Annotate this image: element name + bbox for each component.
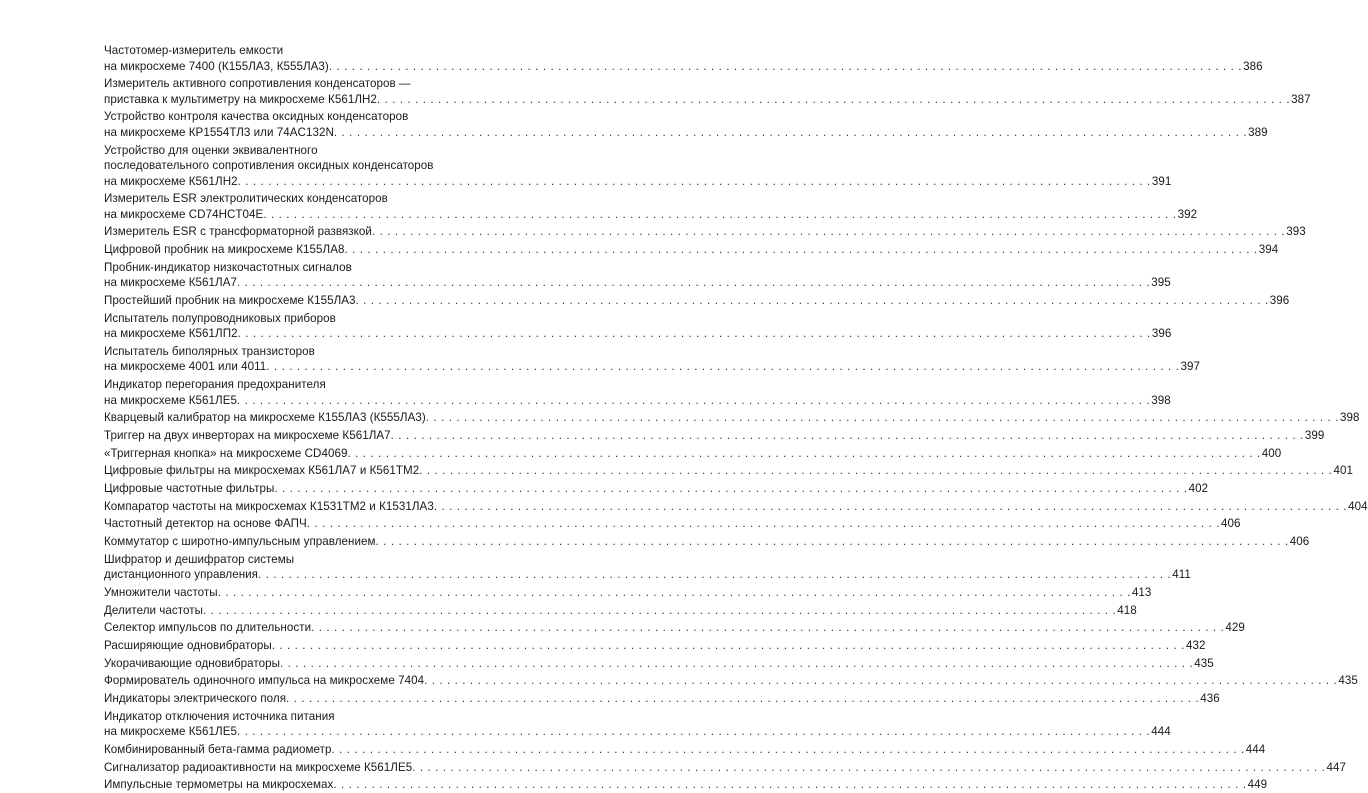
toc-entry (104, 109, 1268, 140)
toc-entry-last-line (104, 463, 1353, 479)
toc-entry-title-line: Цифровые фильтры на микросхемах К561ЛА7 и К561ТМ2 (104, 464, 420, 478)
toc-entry-last-line (104, 585, 1152, 601)
toc-entry-title-line: Селектор импульсов по длительности (104, 621, 312, 635)
toc-page-number: 429 (1225, 621, 1245, 635)
toc-page-number: 397 (1180, 360, 1201, 374)
toc-entry-last-line (104, 603, 1137, 619)
toc-entry-last-line (104, 275, 1171, 291)
toc-leader-dots: . . . . . . . . . . . . . . . . . . . . . . . . . . . . . . . . . . . . . . . . . . . . . . . . . . . . . . . . . . . . . . . . . . . . . . . . . . . . . . . . . . . . . . . . . . . . . . . . . . . . . . . . . . . . . . . . . . . . . . . . (425, 411, 1340, 425)
toc-page-number: 444 (1245, 742, 1266, 756)
toc-entry-title-line: Делители частоты (104, 603, 203, 617)
toc-entry-title-line: «Триггерная кнопка» на микросхеме CD4069 (104, 446, 348, 460)
toc-entry-title-line: Индикатор перегорания предохранителя (104, 378, 326, 392)
toc-entry-title-line: Формирователь одиночного импульса на микросхеме 7404 (104, 674, 425, 688)
toc-entry-last-line (104, 92, 1311, 108)
toc-entry-last-line (104, 777, 1268, 793)
toc-page-number: 444 (1151, 725, 1171, 739)
toc-entry-title-line: на микросхеме К561ЛЕ5 (104, 725, 237, 739)
toc-entry-last-line (104, 656, 1214, 672)
toc-entry (104, 43, 1263, 74)
toc-entry (104, 311, 1172, 342)
toc-entry-title-line: Индикаторы электрического поля (104, 692, 287, 706)
toc-entry (104, 191, 1198, 222)
toc-page-number: 396 (1269, 294, 1290, 307)
toc-entry-title-line: Цифровые частотные фильтры (104, 482, 275, 495)
toc-page-number: 404 (1348, 499, 1368, 513)
toc-entry (104, 293, 1290, 309)
toc-entry-last-line (104, 428, 1325, 444)
toc-entry (104, 143, 1172, 190)
toc-entry-title-line: Шифратор и дешифратор системы (104, 552, 295, 566)
toc-leader-dots: . . . . . . . . . . . . . . . . . . . . . . . . . . . . . . . . . . . . . . . . . . . . . . . . . . . . . . . . . . . . . . . . . . . . . . . . . . . . . . . . . . . . . . . . . . . . . . . . . . . . . . . . . . . . . . . . . . . . . . . . (237, 174, 1151, 188)
toc-entry-title-line: дистанционного управления (104, 568, 259, 582)
toc-entry (104, 377, 1171, 408)
toc-entry-title-line: Компаратор частоты на микросхемах К1531ТМ2 и К1531ЛА3 (104, 499, 434, 513)
toc-entry-last-line (104, 393, 1171, 409)
toc-entry-last-line (104, 242, 1279, 258)
toc-entry-last-line (104, 620, 1245, 636)
toc-leader-dots: . . . . . . . . . . . . . . . . . . . . . . . . . . . . . . . . . . . . . . . . . . . . . . . . . . . . . . . . . . . . . . . . . . . . . . . . . . . . . . . . . . . . . . . . . . . . . . . . . . . . . . . . . . . . . . . . . . . . . . . . (328, 59, 1243, 73)
toc-entry-last-line (104, 742, 1266, 758)
toc-leader-dots: . . . . . . . . . . . . . . . . . . . . . . . . . . . . . . . . . . . . . . . . . . . . . . . . . . . . . . . . . . . . . . . . . . . . . . . . . . . . . . . . . . . . . . . . . . . . . . . . . . . . . . . . . . . . . . . . . . . . . . . . (371, 225, 1286, 239)
toc-page-number: 418 (1117, 603, 1137, 617)
toc-page-number: 387 (1291, 92, 1311, 106)
toc-entry (104, 428, 1325, 444)
toc-page-number: 398 (1340, 411, 1360, 425)
toc-leader-dots: . . . . . . . . . . . . . . . . . . . . . . . . . . . . . . . . . . . . . . . . . . . . . . . . . . . . . . . . . . . . . . . . . . . . . . . . . . . . . . . . . . . . . . . . . . . . . . . . . . . . . . . . . . . . . . . . . . . . . . . . (266, 360, 1180, 374)
toc-entry (104, 603, 1137, 619)
toc-entry-title-line: на микросхеме К561ЛА7 (104, 276, 237, 290)
toc-leader-dots: . . . . . . . . . . . . . . . . . . . . . . . . . . . . . . . . . . . . . . . . . . . . . . . . . . . . . . . . . . . . . . . . . . . . . . . . . . . . . . . . . . . . . . . . . . . . . . . . . . . . . . . . . . . . . . . . . . . . . . . . (258, 568, 1172, 582)
toc-entry-title-line: Коммутатор с широтно-импульсным управлением (104, 535, 376, 549)
toc-entry-title-line: Частотный детектор на основе ФАПЧ (104, 517, 307, 531)
toc-entry-title-line: Сигнализатор радиоактивности на микросхеме К561ЛЕ5 (104, 760, 413, 774)
toc-entry-last-line (104, 359, 1201, 375)
toc-page-number: 398 (1151, 393, 1171, 407)
toc-leader-dots: . . . . . . . . . . . . . . . . . . . . . . . . . . . . . . . . . . . . . . . . . . . . . . . . . . . . . . . . . . . . . . . . . . . . . . . . . . . . . . . . . . . . . . . . . . . . . . . . . . . . . . . . . . . . . . . . . . . . . . . . (236, 725, 1151, 739)
toc-page-number: 394 (1258, 243, 1279, 257)
toc-page-number: 436 (1200, 692, 1220, 706)
toc-page-number: 406 (1289, 535, 1310, 549)
toc-leader-dots: . . . . . . . . . . . . . . . . . . . . . . . . . . . . . . . . . . . . . . . . . . . . . . . . . . . . . . . . . . . . . . . . . . . . . . . . . . . . . . . . . . . . . . . . . . . . . . . . . . . . . . . . . . . . . . . . . . . . . . . . (217, 585, 1131, 599)
toc-entry-title-line: Пробник-индикатор низкочастотных сигналов (104, 260, 352, 274)
toc-leader-dots: . . . . . . . . . . . . . . . . . . . . . . . . . . . . . . . . . . . . . . . . . . . . . . . . . . . . . . . . . . . . . . . . . . . . . . . . . . . . . . . . . . . . . . . . . . . . . . . . . . . . . . . . . . . . . . . . . . . . . . . . (412, 760, 1326, 774)
toc-leader-dots: . . . . . . . . . . . . . . . . . . . . . . . . . . . . . . . . . . . . . . . . . . . . . . . . . . . . . . . . . . . . . . . . . . . . . . . . . . . . . . . . . . . . . . . . . . . . . . . . . . . . . . . . . . . . . . . . . . . . . . . . (344, 243, 1258, 257)
toc-leader-dots: . . . . . . . . . . . . . . . . . . . . . . . . . . . . . . . . . . . . . . . . . . . . . . . . . . . . . . . . . . . . . . . . . . . . . . . . . . . . . . . . . . . . . . . . . . . . . . . . . . . . . . . . . . . . . . . . . . . . . . . . (202, 603, 1117, 617)
toc-entry-title-line: Устройство контроля качества оксидных конденсаторов (104, 110, 409, 124)
toc-page-number: 435 (1194, 656, 1214, 670)
toc-page-number: 406 (1221, 517, 1241, 531)
toc-entry-title-line: на микросхеме К561ЛП2 (104, 327, 238, 341)
toc-entry (104, 516, 1241, 532)
toc-leader-dots: . . . . . . . . . . . . . . . . . . . . . . . . . . . . . . . . . . . . . . . . . . . . . . . . . . . . . . . . . . . . . . . . . . . . . . . . . . . . . . . . . . . . . . . . . . . . . . . . . . . . . . . . . . . . . . . . . . . . . . . . (376, 92, 1291, 106)
toc-entry (104, 463, 1353, 479)
toc-leader-dots: . . . . . . . . . . . . . . . . . . . . . . . . . . . . . . . . . . . . . . . . . . . . . . . . . . . . . . . . . . . . . . . . . . . . . . . . . . . . . . . . . . . . . . . . . . . . . . . . . . . . . . . . . . . . . . . . . . . . . . . . (236, 276, 1151, 290)
toc-entry (104, 673, 1358, 689)
toc-entry-last-line (104, 638, 1206, 654)
toc-entry (104, 691, 1220, 707)
toc-entry-last-line (104, 481, 1209, 497)
toc-entry-title-line: Измеритель активного сопротивления конденсаторов — (104, 77, 411, 91)
toc-entry-last-line (104, 174, 1172, 190)
toc-entry-title-line: на микросхеме КР1554ТЛ3 или 74AC132N (104, 125, 334, 139)
toc-entry (104, 242, 1279, 258)
toc-entry-title-line: последовательного сопротивления оксидных конденсаторов (104, 159, 434, 173)
toc-entry (104, 552, 1191, 583)
toc-entry-title-line: на микросхеме CD74HCT04E (104, 207, 264, 221)
table-of-contents (104, 43, 1368, 793)
toc-entry-title-line: на микросхеме К561ЛЕ5 (104, 393, 237, 407)
toc-leader-dots: . . . . . . . . . . . . . . . . . . . . . . . . . . . . . . . . . . . . . . . . . . . . . . . . . . . . . . . . . . . . . . . . . . . . . . . . . . . . . . . . . . . . . . . . . . . . . . . . . . . . . . . . . . . . . . . . . . . . . . . . (355, 294, 1269, 307)
toc-page-number: 389 (1248, 125, 1268, 139)
toc-entry-title-line: Укорачивающие одновибраторы (104, 656, 280, 670)
toc-entry-last-line (104, 125, 1268, 141)
toc-leader-dots: . . . . . . . . . . . . . . . . . . . . . . . . . . . . . . . . . . . . . . . . . . . . . . . . . . . . . . . . . . . . . . . . . . . . . . . . . . . . . . . . . . . . . . . . . . . . . . . . . . . . . . . . . . . . . . . . . . . . . . . . (306, 517, 1221, 531)
toc-entry-last-line (104, 516, 1241, 532)
toc-entry-title-line: Простейший пробник на микросхеме К155ЛА3 (104, 294, 356, 307)
toc-page-number: 393 (1286, 225, 1306, 239)
toc-page-number: 392 (1177, 207, 1198, 221)
toc-page-number: 396 (1151, 327, 1172, 341)
toc-leader-dots: . . . . . . . . . . . . . . . . . . . . . . . . . . . . . . . . . . . . . . . . . . . . . . . . . . . . . . . . . . . . . . . . . . . . . . . . . . . . . . . . . . . . . . . . . . . . . . . . . . . . . . . . . . . . . . . . . . . . . . . . (236, 393, 1151, 407)
toc-entry-title-line: Измеритель ESR с трансформаторной развязкой (104, 225, 372, 239)
toc-entry-title-line: Частотомер-измеритель емкости (104, 44, 284, 57)
toc-entry-title-line: Кварцевый калибратор на микросхеме К155ЛА3 (К555ЛА3) (104, 411, 426, 425)
toc-page-number: 386 (1243, 59, 1263, 73)
toc-entry (104, 260, 1171, 291)
toc-entry-last-line (104, 293, 1290, 309)
toc-entry-title-line: Расширяющие одновибраторы (104, 639, 272, 652)
toc-page-number: 399 (1304, 428, 1325, 442)
toc-entry-last-line (104, 534, 1310, 550)
toc-entry-title-line: Триггер на двух инверторах на микросхеме К561ЛА7 (104, 428, 391, 442)
toc-entry (104, 224, 1306, 240)
toc-page-number: 411 (1172, 568, 1191, 582)
toc-entry-title-line: Комбинированный бета-гамма радиометр (104, 742, 332, 756)
toc-entry-last-line (104, 326, 1172, 342)
toc-leader-dots: . . . . . . . . . . . . . . . . . . . . . . . . . . . . . . . . . . . . . . . . . . . . . . . . . . . . . . . . . . . . . . . . . . . . . . . . . . . . . . . . . . . . . . . . . . . . . . . . . . . . . . . . . . . . . . . . . . . . . . . . (333, 125, 1248, 139)
toc-entry (104, 446, 1282, 462)
toc-entry-title-line: Измеритель ESR электролитических конденсаторов (104, 192, 388, 206)
toc-entry (104, 481, 1209, 497)
toc-entry (104, 620, 1245, 636)
toc-leader-dots: . . . . . . . . . . . . . . . . . . . . . . . . . . . . . . . . . . . . . . . . . . . . . . . . . . . . . . . . . . . . . . . . . . . . . . . . . . . . . . . . . . . . . . . . . . . . . . . . . . . . . . . . . . . . . . . . . . . . . . . . (286, 692, 1200, 706)
toc-entry (104, 638, 1206, 654)
toc-page-number: 391 (1151, 174, 1172, 188)
toc-leader-dots: . . . . . . . . . . . . . . . . . . . . . . . . . . . . . . . . . . . . . . . . . . . . . . . . . . . . . . . . . . . . . . . . . . . . . . . . . . . . . . . . . . . . . . . . . . . . . . . . . . . . . . . . . . . . . . . . . . . . . . . . (419, 464, 1333, 478)
toc-leader-dots: . . . . . . . . . . . . . . . . . . . . . . . . . . . . . . . . . . . . . . . . . . . . . . . . . . . . . . . . . . . . . . . . . . . . . . . . . . . . . . . . . . . . . . . . . . . . . . . . . . . . . . . . . . . . . . . . . . . . . . . . (280, 656, 1194, 670)
toc-entry (104, 76, 1311, 107)
toc-leader-dots: . . . . . . . . . . . . . . . . . . . . . . . . . . . . . . . . . . . . . . . . . . . . . . . . . . . . . . . . . . . . . . . . . . . . . . . . . . . . . . . . . . . . . . . . . . . . . . . . . . . . . . . . . . . . . . . . . . . . . . . . (331, 742, 1245, 756)
toc-entry-last-line (104, 410, 1360, 426)
toc-entry (104, 656, 1214, 672)
toc-entry-title-line: на микросхеме К561ЛН2 (104, 174, 238, 188)
toc-entry-last-line (104, 724, 1171, 740)
toc-entry-last-line (104, 691, 1220, 707)
toc-leader-dots: . . . . . . . . . . . . . . . . . . . . . . . . . . . . . . . . . . . . . . . . . . . . . . . . . . . . . . . . . . . . . . . . . . . . . . . . . . . . . . . . . . . . . . . . . . . . . . . . . . . . . . . . . . . . . . . . . . . . . . . . (375, 535, 1289, 549)
toc-entry-last-line (104, 567, 1191, 583)
toc-page-number: 395 (1151, 276, 1171, 290)
toc-entry (104, 760, 1346, 776)
toc-entry-title-line: Испытатель полупроводниковых приборов (104, 311, 336, 325)
toc-page-number: 447 (1326, 760, 1346, 774)
toc-entry-title-line: на микросхеме 4001 или 4011 (104, 360, 267, 374)
toc-entry-last-line (104, 673, 1358, 689)
toc-entry (104, 742, 1266, 758)
toc-entry-title-line: на микросхеме 7400 (К155ЛА3, К555ЛА3) (104, 59, 329, 73)
toc-page-number: 413 (1131, 585, 1152, 599)
toc-leader-dots: . . . . . . . . . . . . . . . . . . . . . . . . . . . . . . . . . . . . . . . . . . . . . . . . . . . . . . . . . . . . . . . . . . . . . . . . . . . . . . . . . . . . . . . . . . . . . . . . . . . . . . . . . . . . . . . . . . . . . . . . (237, 327, 1151, 341)
toc-entry (104, 410, 1360, 426)
toc-entry-title-line: Умножители частоты (104, 585, 218, 599)
toc-entry-title-line: Устройство для оценки эквивалентного (104, 143, 318, 157)
toc-page-number: 435 (1338, 674, 1358, 688)
toc-entry-title-line: Испытатель биполярных транзисторов (104, 344, 315, 358)
toc-entry (104, 585, 1152, 601)
toc-entry-title-line: приставка к мультиметру на микросхеме К561ЛН2 (104, 92, 377, 106)
toc-entry-last-line (104, 499, 1368, 515)
toc-entry (104, 534, 1310, 550)
toc-leader-dots: . . . . . . . . . . . . . . . . . . . . . . . . . . . . . . . . . . . . . . . . . . . . . . . . . . . . . . . . . . . . . . . . . . . . . . . . . . . . . . . . . . . . . . . . . . . . . . . . . . . . . . . . . . . . . . . . . . . . . . . . (271, 639, 1185, 652)
toc-entry-last-line (104, 59, 1263, 75)
toc-entry-last-line (104, 207, 1198, 223)
toc-entry (104, 499, 1368, 515)
toc-leader-dots: . . . . . . . . . . . . . . . . . . . . . . . . . . . . . . . . . . . . . . . . . . . . . . . . . . . . . . . . . . . . . . . . . . . . . . . . . . . . . . . . . . . . . . . . . . . . . . . . . . . . . . . . . . . . . . . . . . . . . . . . (263, 207, 1177, 221)
toc-leader-dots: . . . . . . . . . . . . . . . . . . . . . . . . . . . . . . . . . . . . . . . . . . . . . . . . . . . . . . . . . . . . . . . . . . . . . . . . . . . . . . . . . . . . . . . . . . . . . . . . . . . . . . . . . . . . . . . . . . . . . . . . (311, 621, 1225, 635)
toc-leader-dots: . . . . . . . . . . . . . . . . . . . . . . . . . . . . . . . . . . . . . . . . . . . . . . . . . . . . . . . . . . . . . . . . . . . . . . . . . . . . . . . . . . . . . . . . . . . . . . . . . . . . . . . . . . . . . . . . . . . . . . . . (347, 446, 1261, 460)
toc-leader-dots: . . . . . . . . . . . . . . . . . . . . . . . . . . . . . . . . . . . . . . . . . . . . . . . . . . . . . . . . . . . . . . . . . . . . . . . . . . . . . . . . . . . . . . . . . . . . . . . . . . . . . . . . . . . . . . . . . . . . . . . . (390, 428, 1304, 442)
toc-entry-title-line: Импульсные термометры на микросхемах (104, 778, 334, 792)
toc-page-number: 400 (1261, 446, 1282, 460)
toc-page-number: 402 (1188, 482, 1209, 495)
toc-leader-dots: . . . . . . . . . . . . . . . . . . . . . . . . . . . . . . . . . . . . . . . . . . . . . . . . . . . . . . . . . . . . . . . . . . . . . . . . . . . . . . . . . . . . . . . . . . . . . . . . . . . . . . . . . . . . . . . . . . . . . . . . (424, 674, 1338, 688)
toc-entry-last-line (104, 446, 1282, 462)
toc-entry-title-line: Цифровой пробник на микросхеме К155ЛА8 (104, 243, 345, 257)
toc-page-number: 449 (1247, 778, 1268, 792)
toc-entry (104, 344, 1201, 375)
toc-page-number: 432 (1185, 639, 1206, 652)
toc-leader-dots: . . . . . . . . . . . . . . . . . . . . . . . . . . . . . . . . . . . . . . . . . . . . . . . . . . . . . . . . . . . . . . . . . . . . . . . . . . . . . . . . . . . . . . . . . . . . . . . . . . . . . . . . . . . . . . . . . . . . . . . . (433, 499, 1348, 513)
toc-entry (104, 777, 1268, 793)
toc-entry-last-line (104, 224, 1306, 240)
toc-leader-dots: . . . . . . . . . . . . . . . . . . . . . . . . . . . . . . . . . . . . . . . . . . . . . . . . . . . . . . . . . . . . . . . . . . . . . . . . . . . . . . . . . . . . . . . . . . . . . . . . . . . . . . . . . . . . . . . . . . . . . . . . (333, 778, 1247, 792)
toc-entry-last-line (104, 760, 1346, 776)
toc-entry (104, 709, 1171, 740)
toc-entry-title-line: Индикатор отключения источника питания (104, 709, 335, 723)
toc-leader-dots: . . . . . . . . . . . . . . . . . . . . . . . . . . . . . . . . . . . . . . . . . . . . . . . . . . . . . . . . . . . . . . . . . . . . . . . . . . . . . . . . . . . . . . . . . . . . . . . . . . . . . . . . . . . . . . . . . . . . . . . . (274, 482, 1188, 495)
toc-page-number: 401 (1333, 464, 1353, 478)
